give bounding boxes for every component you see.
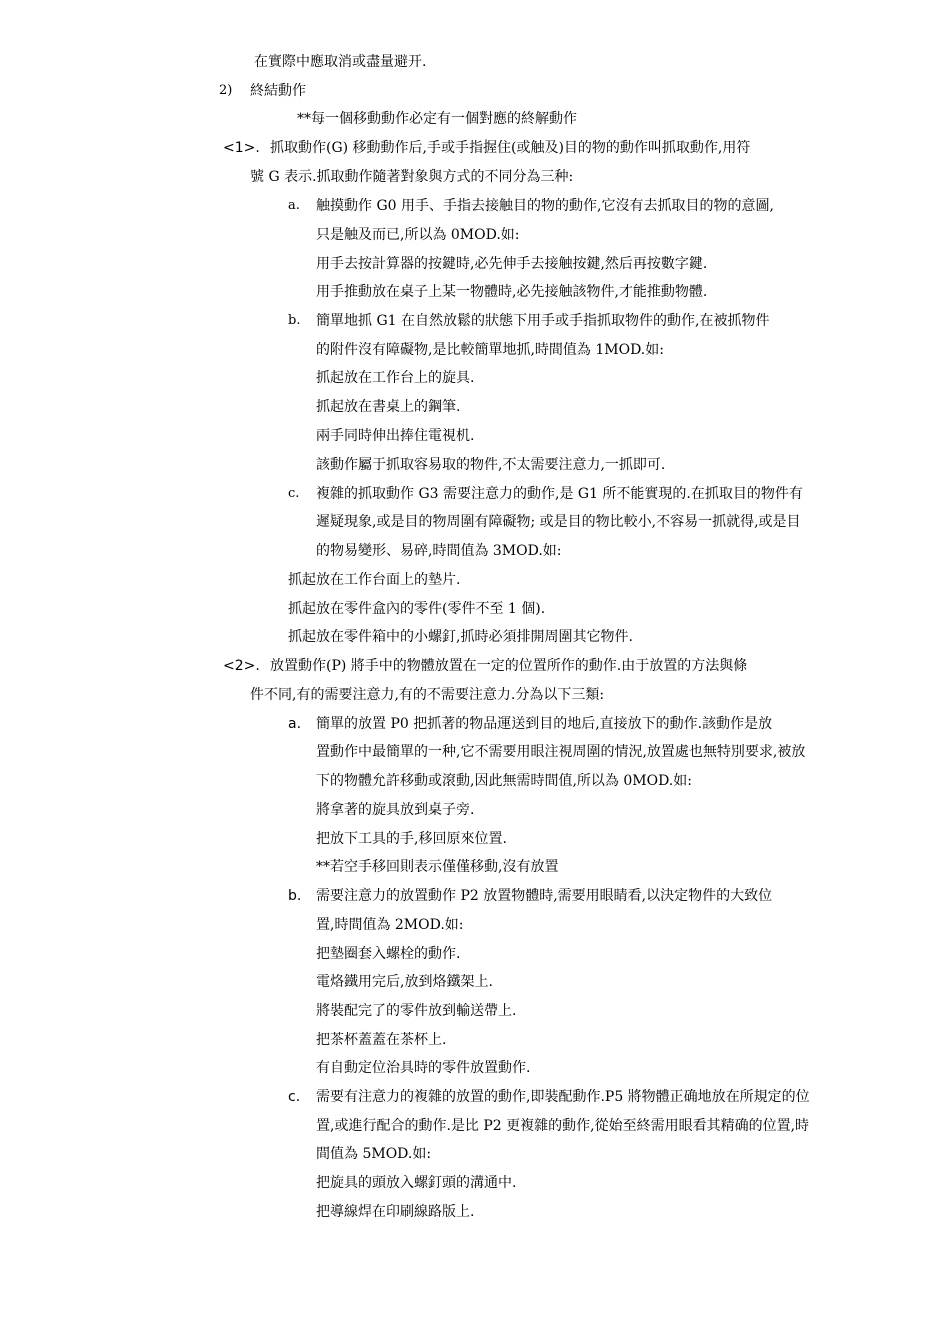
grasp-a-line: 只是触及而已,所以為 0MOD.如: bbox=[316, 227, 520, 243]
sub-marker: b. bbox=[288, 888, 302, 904]
example-line: 抓起放在零件盒內的零件(零件不至 1 個). bbox=[288, 601, 546, 617]
example-line: 將拿著的旋具放到桌子旁. bbox=[316, 802, 475, 818]
place-b-line: 置,時間值為 2MOD.如: bbox=[316, 917, 464, 933]
note-line: **每一個移動動作必定有一個對應的終解動作 bbox=[297, 111, 577, 127]
sub-marker: c. bbox=[288, 486, 300, 501]
item-marker: <1>. bbox=[223, 140, 260, 156]
place-a-line: 簡單的放置 P0 把抓著的物品運送到目的地后,直接放下的動作.該動作是放 bbox=[316, 716, 773, 732]
example-line: 該動作屬于抓取容易取的物件,不太需要注意力,一抓即可. bbox=[316, 457, 666, 473]
place-c-line: 需要有注意力的複雜的放置的動作,即裝配動作.P5 將物體正确地放在所規定的位 bbox=[316, 1089, 810, 1105]
grasp-c-line: 複雜的抓取動作 G3 需要注意力的動作,是 G1 所不能實現的.在抓取目的物件有 bbox=[316, 486, 803, 502]
example-line: 用手去按計算器的按鍵時,必先伸手去接触按鍵,然后再按數字鍵. bbox=[316, 256, 708, 272]
example-line: 把茶杯蓋蓋在茶杯上. bbox=[316, 1032, 447, 1048]
example-line: 有自動定位治具時的零件放置動作. bbox=[316, 1060, 531, 1076]
place-c-line: 間值為 5MOD.如: bbox=[316, 1146, 432, 1162]
example-line: 兩手同時伸出捧住電視机. bbox=[316, 428, 475, 444]
text-line: 在實際中應取消或盡量避开. bbox=[254, 54, 427, 70]
item-marker: <2>. bbox=[223, 658, 260, 674]
example-line: 用手推動放在桌子上某一物體時,必先接触該物件,才能推動物體. bbox=[316, 284, 708, 300]
note-line: **若空手移回則表示僅僅移動,沒有放置 bbox=[316, 859, 559, 875]
grasp-c-line: 的物易變形、易碎,時間值為 3MOD.如: bbox=[316, 543, 562, 559]
place-intro-line: 放置動作(P) 將手中的物體放置在一定的位置所作的動作.由于放置的方法與條 bbox=[270, 658, 748, 674]
example-line: 把導線焊在印刷線路版上. bbox=[316, 1204, 475, 1220]
place-a-line: 置動作中最簡單的一种,它不需要用眼注視周圍的情況,放置處也無特別要求,被放 bbox=[316, 744, 806, 760]
sub-marker: b. bbox=[288, 313, 301, 328]
place-a-line: 下的物體允許移動或滾動,因此無需時間值,所以為 0MOD.如: bbox=[316, 773, 692, 789]
example-line: 把旋具的頭放入螺釘頭的溝通中. bbox=[316, 1175, 517, 1191]
sub-marker: a. bbox=[288, 716, 302, 732]
place-intro-line: 件不同,有的需要注意力,有的不需要注意力.分為以下三類: bbox=[250, 687, 605, 703]
grasp-intro-line: 號 G 表示.抓取動作隨著對象與方式的不同分為三种: bbox=[250, 169, 574, 185]
place-b-line: 需要注意力的放置動作 P2 放置物體時,需要用眼睛看,以決定物件的大致位 bbox=[316, 888, 773, 904]
example-line: 將裝配完了的零件放到輸送帶上. bbox=[316, 1003, 517, 1019]
example-line: 抓起放在工作台上的旋具. bbox=[316, 370, 475, 386]
sub-marker: c. bbox=[288, 1089, 301, 1105]
grasp-a-line: 触摸動作 G0 用手、手指去接触目的物的動作,它沒有去抓取目的物的意圖, bbox=[316, 198, 774, 214]
grasp-c-line: 遲疑現象,或是目的物周圍有障礙物; 或是目的物比較小,不容易一抓就得,或是目 bbox=[316, 514, 801, 530]
example-line: 抓起放在零件箱中的小螺釘,抓時必須排開周圍其它物件. bbox=[288, 629, 633, 645]
example-line: 把放下工具的手,移回原來位置. bbox=[316, 831, 507, 847]
example-line: 抓起放在工作台面上的墊片. bbox=[288, 572, 461, 588]
grasp-b-line: 簡單地抓 G1 在自然放鬆的狀態下用手或手指抓取物件的動作,在被抓物件 bbox=[316, 313, 770, 329]
sub-marker: a. bbox=[288, 198, 300, 213]
example-line: 把墊圈套入螺栓的動作. bbox=[316, 946, 461, 962]
section-title: 終結動作 bbox=[250, 83, 306, 99]
place-c-line: 置,或進行配合的動作.是比 P2 更複雜的動作,從始至終需用眼看其精确的位置,時 bbox=[316, 1118, 810, 1134]
example-line: 抓起放在書桌上的鋼筆. bbox=[316, 399, 461, 415]
example-line: 電烙鐵用完后,放到烙鐵架上. bbox=[316, 974, 493, 990]
grasp-b-line: 的附件沒有障礙物,是比較簡單地抓,時間值為 1MOD.如: bbox=[316, 342, 664, 358]
grasp-intro-line: 抓取動作(G) 移動動作后,手或手指握住(或触及)目的物的動作叫抓取動作,用符 bbox=[270, 140, 751, 156]
section-marker: 2) bbox=[219, 83, 233, 98]
